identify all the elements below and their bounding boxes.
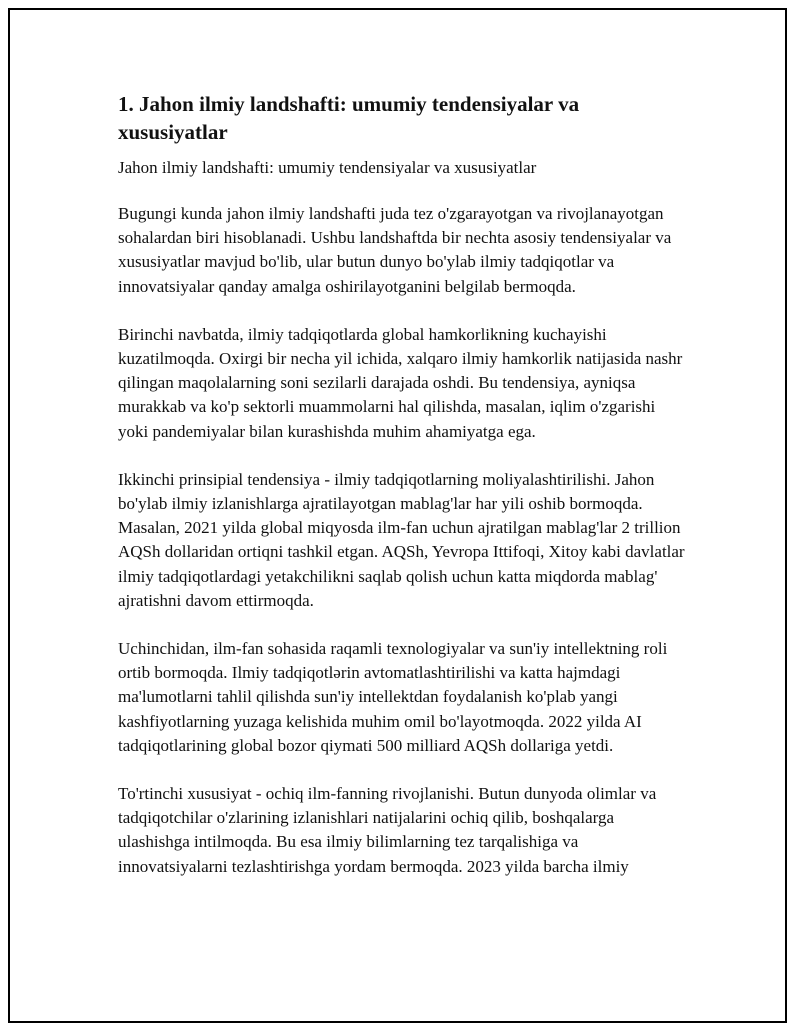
paragraph-global-collaboration: Birinchi navbatda, ilmiy tadqiqotlarda global hamkorlikning kuchayishi kuzatilmoqda. Oxirgi bir necha yil ichida, xalqaro ilmiy hamkorlik natijasida nashr qilingan maqolalarning soni sezilarli darajada oshdi. Bu tendensiya, ayniqsa murakkab va ko'p sektorli muammolarni hal qilishda, masalan, iqlim o'zgarishi yoki pandemiyalar bilan kurashishda muhim ahamiyatga ega.	[118, 324, 683, 441]
paragraph-intro: Bugungi kunda jahon ilmiy landshafti juda tez o'zgarayotgan va rivojlanayotgan sohalardan biri hisoblanadi. Ushbu landshaftda bir nechta asosiy tendensiyalar va xususiyatlar mavjud bo'lib, ular butun dunyo bo'ylab ilmiy tadqiqotlar va innovatsiyalar qanday amalga oshirilayotganini belgilab bermoqda.	[118, 204, 672, 296]
document-title: 1. Jahon ilmiy landshafti: umumiy tendensiyalar va xususiyatlar	[118, 92, 580, 144]
document-body	[118, 90, 688, 903]
paragraph-digital-ai: Uchinchidan, ilm-fan sohasida raqamli texnologiyalar va sun'iy intellektning roli ortib bormoqda. Ilmiy tadqiqotlərin avtomatlashtirilishi va katta hajmdagi ma'lumotlarni tahlil qilishda sun'iy intellektdan foydalanish ko'plab yangi kashfiyotlarning yuzaga kelishida muhim omil bo'layotmoqda. 2022 yilda AI tadqiqotlarining global bozor qiymati 500 milliard AQSh dollariga yetdi.	[118, 639, 668, 755]
paragraph-funding: Ikkinchi prinsipial tendensiya - ilmiy tadqiqotlarning moliyalashtirilishi. Jahon bo'ylab ilmiy izlanishlarga ajratilayotgan mablag'lar har yili oshib bormoqda. Masalan, 2021 yilda global miqyosda ilm-fan uchun ajratilgan mablag'lar 2 trillion AQSh dollaridan ortiqni tashkil etgan. AQSh, Yevropa Ittifoqi, Xitoy kabi davlatlar ilmiy tadqiqotlardagi yetakchilikni saqlab qolish uchun katta miqdorda mablag' ajratishni davom ettirmoqda.	[118, 469, 685, 610]
paragraph-open-science: To'rtinchi xususiyat - ochiq ilm-fanning rivojlanishi. Butun dunyoda olimlar va tadqiqotchilar o'zlarining izlanishlari natijalarini ochiq qilib, boshqalarga ulashishga intilmoqda. Bu esa ilmiy bilimlarning tez tarqalishiga va innovatsiyalarni tezlashtirishga yordam bermoqda. 2023 yilda barcha ilmiy	[118, 784, 657, 876]
document-subtitle: Jahon ilmiy landshafti: umumiy tendensiyalar va xususiyatlar	[118, 158, 537, 177]
